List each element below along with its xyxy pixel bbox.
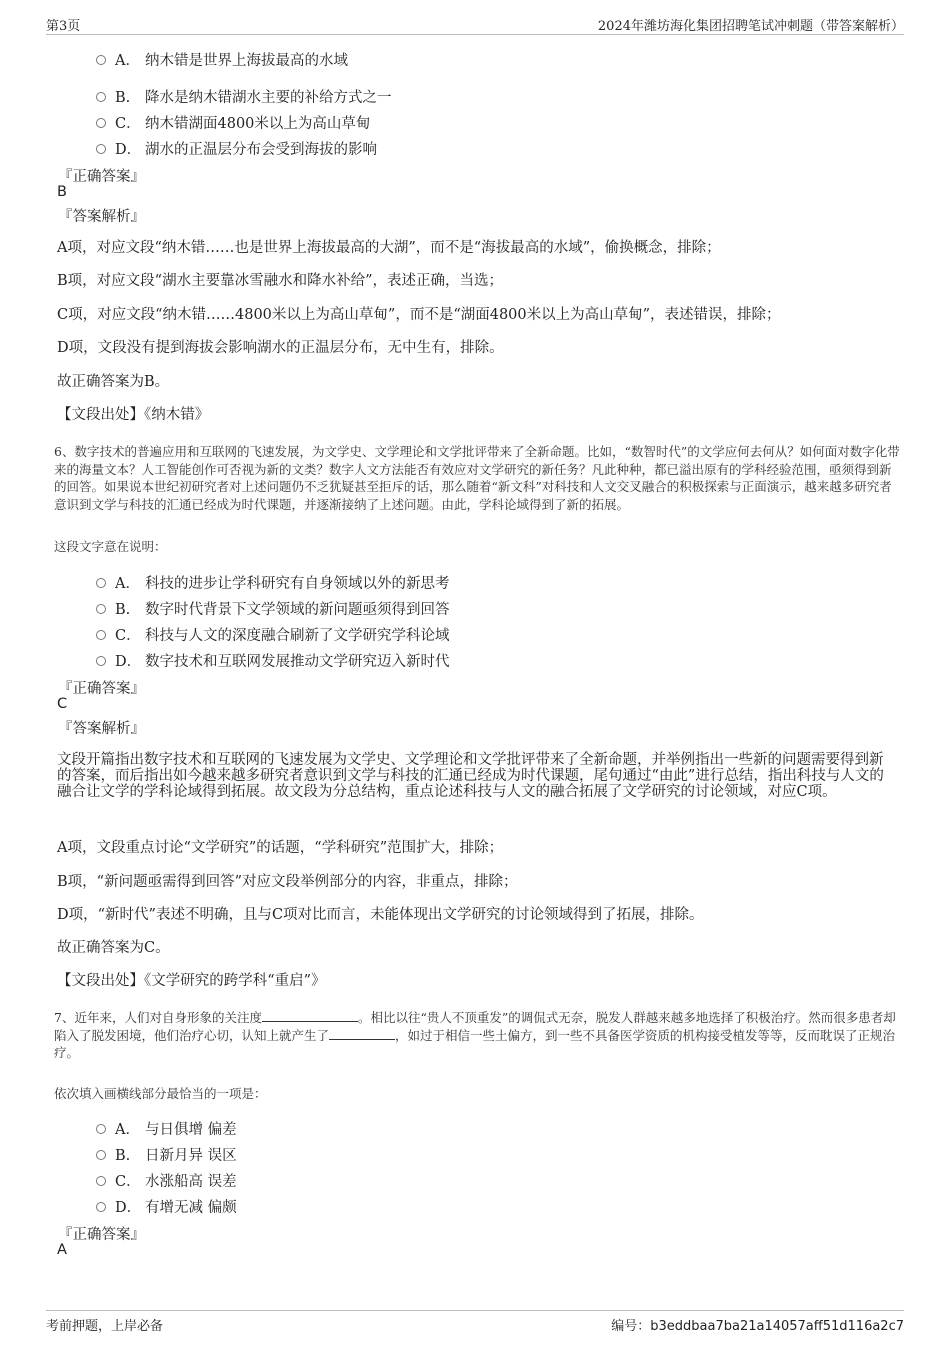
- q6-analysis-a: A项，文段重点讨论“文学研究”的话题，“学科研究”范围扩大，排除；: [57, 840, 504, 856]
- q7-blank-2[interactable]: [329, 1027, 395, 1040]
- q5-source: 【文段出处】《纳木错》: [57, 407, 210, 423]
- q6-conclusion: 故正确答案为C。: [57, 940, 170, 956]
- q6-answer-label: 『正确答案』: [58, 681, 145, 697]
- radio-icon[interactable]: [96, 656, 106, 666]
- q6-option-b[interactable]: B. 数字时代背景下文学领域的新问题亟须得到回答: [96, 598, 450, 619]
- footer-slogan: 考前押题，上岸必备: [46, 1319, 164, 1334]
- q6-question: 6、数字技术的普遍应用和互联网的飞速发展，为文学史、文学理论和文学批评带来了全新命题。比如，“数智时代”的文学应何去何从？如何面对数字化带来的海量文本？人工智能创作可否视为新的文类？数字人文方法能否有效应对文学研究的新任务？凡此种种，都已溢出原有的学科经验范围，亟须得到新的回答。如果说本世纪初研究者对上述问题仍不乏犹疑甚至拒斥的话，那么随着“新文科”对科技和人文交叉融合的积极探索与正面演示，越来越多研究者意识到文学与科技的汇通已经成为时代课题，并逐渐接纳了上述问题。由此，学科论域得到了新的拓展。: [54, 444, 900, 512]
- q5-analysis-c: C项，对应文段“纳木错……4800米以上为高山草甸”，而不是“湖面4800米以上为高山草甸”，表述错误，排除；: [57, 307, 781, 323]
- q5-option-c[interactable]: C． 纳木错湖面4800米以上为高山草甸: [96, 112, 370, 133]
- q5-analysis-d: D项，文段没有提到海拔会影响湖水的正温层分布，无中生有，排除。: [57, 340, 504, 356]
- q7-option-a[interactable]: A． 与日俱增 偏差: [96, 1118, 237, 1139]
- radio-icon[interactable]: [96, 1150, 106, 1160]
- q6-analysis-b: B项，“新问题亟需得到回答”对应文段举例部分的内容，非重点，排除；: [57, 874, 518, 890]
- q7-prompt: 依次填入画横线部分最恰当的一项是：: [54, 1086, 267, 1101]
- q5-option-b[interactable]: B. 降水是纳木错湖水主要的补给方式之一: [96, 86, 392, 107]
- radio-icon[interactable]: [96, 118, 106, 128]
- q7-blank-1[interactable]: [262, 1009, 358, 1022]
- q5-analysis-a: A项，对应文段“纳木错……也是世界上海拔最高的大湖”，而不是“海拔最高的水域”，偷换概念，排除；: [57, 240, 721, 256]
- q6-analysis-d: D项，“新时代”表述不明确，且与C项对比而言，未能体现出文学研究的讨论领域得到了拓展，排除。: [57, 907, 704, 923]
- page-footer: [46, 1310, 904, 1334]
- q7-answer: A: [57, 1242, 67, 1258]
- page-number: 第3页: [46, 19, 81, 34]
- q7-option-b[interactable]: B. 日新月异 误区: [96, 1144, 237, 1165]
- q5-answer: B: [57, 184, 67, 200]
- q6-analysis-label: 『答案解析』: [58, 721, 145, 737]
- q7-option-c[interactable]: C． 水涨船高 误差: [96, 1170, 237, 1191]
- q6-answer: C: [57, 696, 68, 712]
- q7-question: 7、近年来，人们对自身形象的关注度 。相比以往“贵人不顶重发”的调侃式无奈，脱发人群越来越多地选择了积极治疗。然而很多患者却陷入了脱发困境，他们治疗心切，认知上就产生了 ，如过于相信一些土偏方，到一些不具备医学资质的机构接受植发等等，反而耽误了正规治疗。: [54, 1010, 896, 1060]
- q6-analysis-main: 文段开篇指出数字技术和互联网的飞速发展为文学史、文学理论和文学批评带来了全新命题，并举例指出一些新的问题需要得到新的答案，而后指出如今越来越多研究者意识到文学与科技的汇通已经成为时代课题，尾句通过“由此”进行总结，指出科技与人文的融合让文学的学科论域得到拓展。故文段为分总结构，重点论述科技与人文的融合拓展了文学研究的讨论领域，对应C项。: [57, 752, 884, 800]
- q7-answer-label: 『正确答案』: [58, 1227, 145, 1243]
- q6-source: 【文段出处】《文学研究的跨学科“重启”》: [57, 973, 326, 989]
- q5-answer-label: 『正确答案』: [58, 169, 145, 185]
- footer-code: 编号：b3eddbaa7ba21a14057aff51d116a2c7: [611, 1319, 904, 1334]
- radio-icon[interactable]: [96, 1124, 106, 1134]
- radio-icon[interactable]: [96, 604, 106, 614]
- q6-option-d[interactable]: D． 数字技术和互联网发展推动文学研究迈入新时代: [96, 650, 450, 671]
- radio-icon[interactable]: [96, 92, 106, 102]
- q5-option-a[interactable]: A． 纳木错是世界上海拔最高的水域: [96, 49, 348, 70]
- q7-option-d[interactable]: D． 有增无减 偏颇: [96, 1196, 237, 1217]
- q6-option-c[interactable]: C． 科技与人文的深度融合刷新了文学研究学科论域: [96, 624, 450, 645]
- q6-option-a[interactable]: A． 科技的进步让学科研究有自身领域以外的新思考: [96, 572, 450, 593]
- q5-analysis-b: B项，对应文段“湖水主要靠冰雪融水和降水补给”，表述正确，当选；: [57, 273, 503, 289]
- q5-option-d[interactable]: D． 湖水的正温层分布会受到海拔的影响: [96, 138, 377, 159]
- page-header: [46, 14, 904, 35]
- q5-analysis-label: 『答案解析』: [58, 209, 145, 225]
- q5-conclusion: 故正确答案为B。: [57, 374, 170, 390]
- document-title: 2024年潍坊海化集团招聘笔试冲刺题（带答案解析）: [597, 19, 904, 34]
- q6-prompt: 这段文字意在说明：: [54, 539, 167, 554]
- radio-icon[interactable]: [96, 1202, 106, 1212]
- radio-icon[interactable]: [96, 1176, 106, 1186]
- radio-icon[interactable]: [96, 630, 106, 640]
- radio-icon[interactable]: [96, 578, 106, 588]
- radio-icon[interactable]: [96, 55, 106, 65]
- radio-icon[interactable]: [96, 144, 106, 154]
